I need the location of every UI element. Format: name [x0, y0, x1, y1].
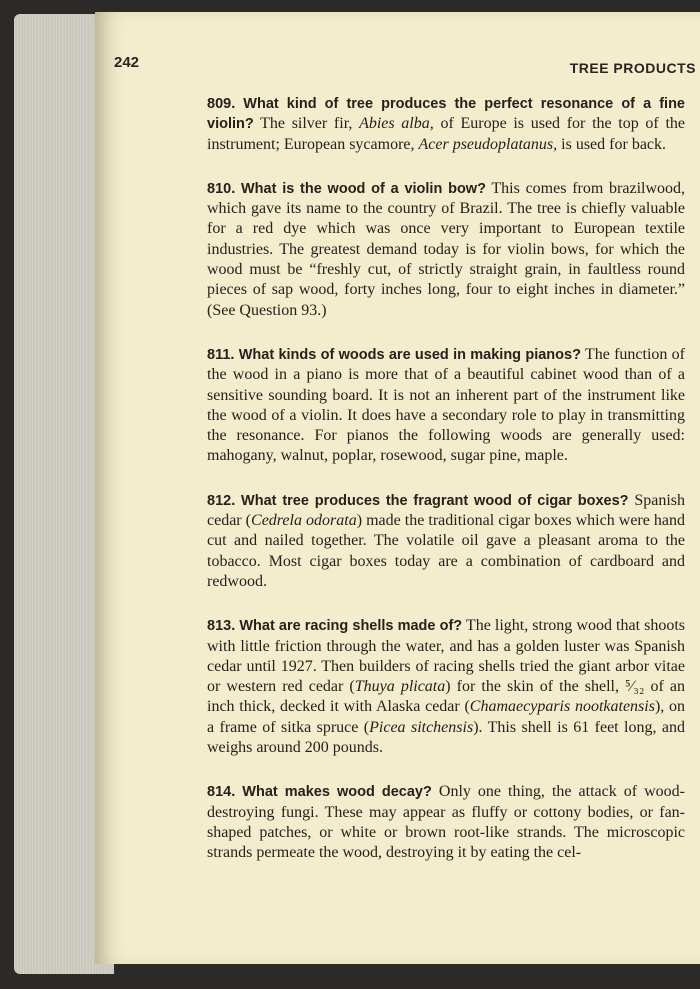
entry-811 [207, 345, 685, 467]
answer-809-part3: is used for back. [557, 135, 667, 153]
answer-810: This comes from brazilwood, which gave its name to the country of Brazil. The tree is chiefly valuable for a red dye which was once very important to European textile industries. The greatest demand today is for violin bows, for which the wood must be “freshly cut, of strictly straight grain, in faultless round pieces of sap wood, forty inches long, four to eight inches in diameter.” (See Question 93.) [207, 179, 686, 319]
entry-809 [207, 94, 685, 155]
entry-813 [207, 616, 685, 758]
page-number: 242 [114, 54, 140, 71]
answer-809-italic2: Acer pseudoplatanus, [418, 135, 558, 153]
question-813: 813. What are racing shells made of? [207, 618, 463, 635]
answer-813-italic2: Chamaecyparis nootkatensis [469, 698, 655, 716]
answer-813-part1: The light, strong wood that shoots with little friction through the water, and has a golden luster was Spanish cedar until 1927. Then builders of racing shells tried the giant arbor vitae or western red cedar ( [207, 617, 685, 696]
answer-813-italic1: Thuya plicata [354, 678, 446, 696]
answer-809-part1: The silver fir, [253, 115, 360, 133]
question-809: 809. What kind of tree produces the perfect resonance of a fine violin? [207, 96, 685, 133]
answer-814: Only one thing, the attack of wood-destroying fungi. These may appear as fluffy or cottony bodies, or fan-shaped patches, or white or brown root-like strands. The microscopic strands permeate the wood, destroying it by eating the cel- [207, 783, 685, 862]
answer-813-italic3: Picea sitchensis [369, 718, 474, 736]
answer-809-part2: of Europe is used for the top of the instrument; European sycamore, [207, 115, 685, 153]
answer-813-part4: ). This shell is 61 feet long, and weighs around 200 pounds. [207, 718, 685, 757]
question-812: 812. What tree produces the fragrant wood of cigar boxes? [207, 492, 629, 509]
question-810: 810. What is the wood of a violin bow? [207, 180, 486, 197]
running-head: TREE PRODUCTS [569, 60, 696, 76]
entry-814 [207, 782, 685, 863]
entry-812 [207, 491, 685, 592]
entry-810 [207, 179, 685, 321]
question-811: 811. What kinds of woods are used in making pianos? [207, 346, 581, 363]
answer-811: The function of the wood in a piano is more that of a beautiful cabinet wood than of a sensitive sounding board. It is not an inherent part of the instrument like the wood of a violin. It does have a secondary role to play in transmitting the resonance. For pianos the following woods are generally used: mahogany, walnut, poplar, rosewood, sugar pine, maple. [207, 345, 686, 465]
question-814: 814. What makes wood decay? [207, 784, 432, 801]
page-content [207, 94, 685, 888]
answer-813-part2: ) for the skin of the shell, ⁵⁄₃₂ of an inch thick, decked it with Alaska cedar ( [207, 678, 686, 716]
answer-812-part1: Spanish cedar ( [207, 491, 685, 530]
answer-809-italic1: Abies alba, [359, 115, 434, 133]
answer-813-part3: ), on a frame of sitka spruce ( [207, 698, 686, 736]
answer-812-part2: ) made the traditional cigar boxes which were hand cut and nailed together. The volatile oil gave a pleasant aroma to the tobacco. Most cigar boxes today are a combination of cardboard and redwood. [207, 512, 686, 590]
page-header [114, 54, 700, 84]
answer-812-italic1: Cedrela odorata [251, 512, 357, 530]
